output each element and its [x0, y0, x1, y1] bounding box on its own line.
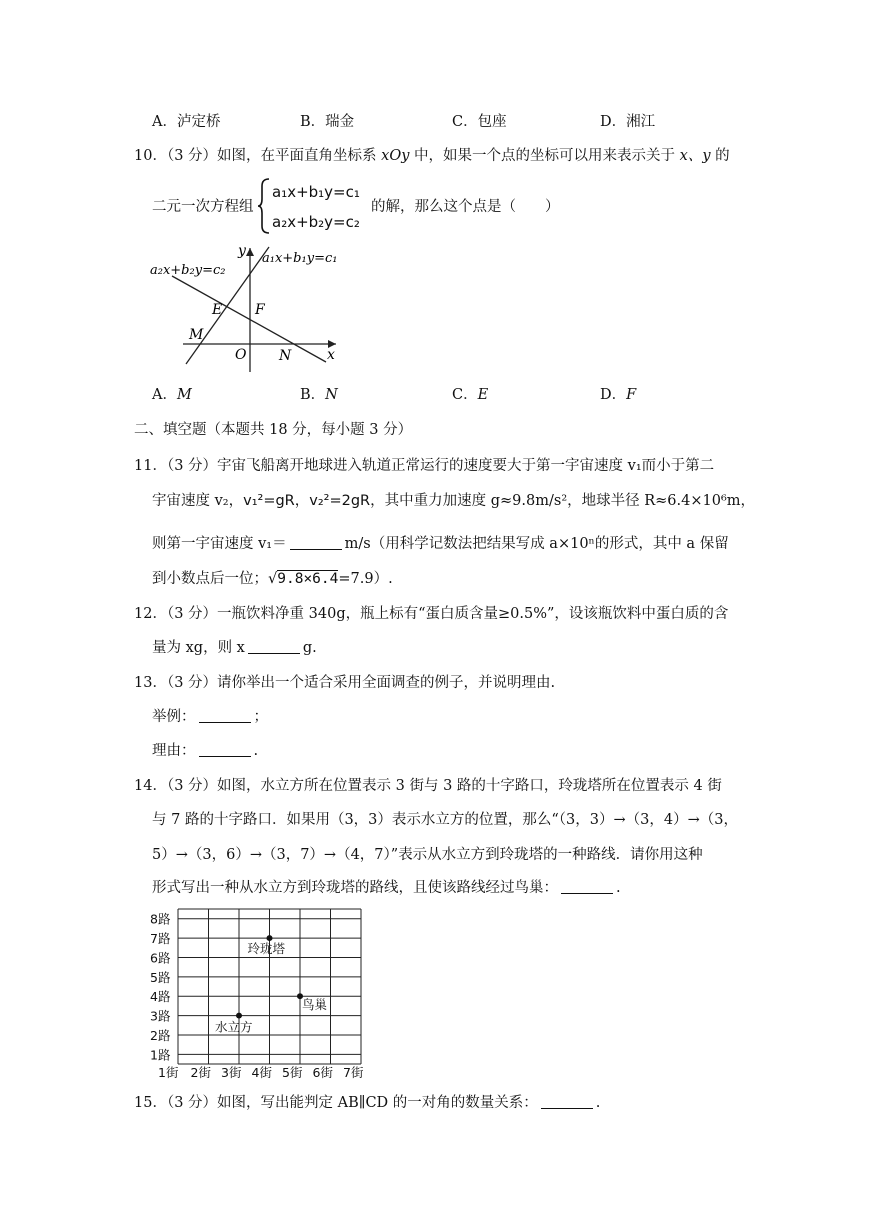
point-n-label: N: [279, 348, 292, 364]
q11-line2: [152, 491, 755, 511]
q11-line2-a: 宇宙速度 v₂，: [152, 493, 244, 509]
q12-line2: [152, 638, 317, 658]
equation-2: a₂x+b₂y=c₂: [272, 213, 360, 231]
example-end: ；: [253, 709, 268, 725]
q11-line4-b: =7.9）.: [338, 571, 393, 587]
reason-end: .: [253, 743, 259, 759]
q10-coord-name: xOy: [381, 148, 410, 164]
q11-line3-a: 则第一宇宙速度 v₁＝: [152, 536, 287, 552]
q15-line1-end: .: [595, 1095, 601, 1111]
street-label: 5街: [282, 1065, 303, 1080]
option-value: E: [477, 387, 489, 403]
q11-line1: 11．（3 分）宇宙飞船离开地球进入轨道正常运行的速度要大于第一宇宙速度 v₁而小于第二: [134, 458, 715, 474]
q11-line3: [152, 534, 729, 554]
q12-line2-a: 量为 xg，则 x: [152, 640, 245, 656]
q13-line1: 13．（3 分）请你举出一个适合采用全面调查的例子，并说明理由.: [134, 675, 556, 691]
section-heading: 二、填空题（本题共 18 分，每小题 3 分）: [134, 422, 413, 438]
q14-line3: 5）→（3，6）→（3，7）→（4，7）”表示从水立方到玲珑塔的一种路线．请你用这种: [152, 847, 703, 863]
street-road-grid-map: [148, 902, 380, 1082]
street-label: 4街: [251, 1065, 272, 1080]
q14-line4-text: 形式写出一种从水立方到玲珑塔的路线，且使该路线经过鸟巢：: [152, 880, 558, 896]
answer-blank[interactable]: [248, 639, 300, 654]
road-label: 3路: [150, 1008, 171, 1024]
y-axis-arrow: [246, 248, 254, 256]
q15-line1: [134, 1093, 600, 1113]
q11-line2-b: 其中重力加速度 g≈9.8m/s²，地球半径 R≈6.4×10⁶m，: [384, 493, 756, 509]
q10-coordinate-figure: [146, 238, 346, 376]
q11-line3-b: m/s（用科学记数法把结果写成 a×10ⁿ的形式，其中 a 保留: [344, 536, 729, 552]
q10-line2-post: 的解，那么这个点是（ ）: [371, 199, 560, 215]
origin-label: O: [235, 347, 247, 363]
answer-blank[interactable]: [561, 879, 613, 894]
street-label: 6街: [312, 1065, 333, 1080]
q10-option-b: [300, 385, 338, 405]
landmarks: [215, 935, 328, 1035]
q10-option-d: [600, 385, 636, 405]
point-e-label: E: [212, 302, 223, 318]
road-labels: [150, 912, 171, 1063]
q13-reason: [152, 741, 258, 761]
answer-blank[interactable]: [199, 742, 251, 757]
street-labels: [158, 1065, 364, 1080]
option-value: N: [325, 387, 338, 403]
option-letter: B．: [300, 387, 326, 403]
option-value: F: [626, 387, 637, 403]
road-label: 4路: [150, 989, 171, 1005]
equation-1: a₁x+b₁y=c₁: [272, 183, 360, 201]
q10-line2-pre: 二元一次方程组: [152, 199, 254, 215]
q15-line1-text: 15．（3 分）如图，写出能判定 AB∥CD 的一对角的数量关系：: [134, 1095, 538, 1111]
q11-line4-a: 到小数点后一位；: [152, 571, 268, 587]
option-value: M: [176, 387, 192, 403]
sqrt-radicand: 9.8×6.4: [277, 571, 339, 587]
road-label: 8路: [150, 911, 171, 927]
q10-option-c: [452, 385, 488, 405]
landmark-label: 鸟巢: [302, 997, 328, 1013]
q9-option-c: C．包座: [452, 114, 507, 130]
q13-example: [152, 707, 268, 727]
road-label: 2路: [150, 1027, 171, 1043]
street-label: 7街: [343, 1065, 364, 1080]
reason-label: 理由：: [152, 743, 196, 759]
point-m-label: M: [189, 327, 204, 343]
q10-line1-end: 的: [710, 148, 730, 164]
street-label: 1街: [158, 1065, 179, 1080]
street-label: 3街: [221, 1065, 242, 1080]
formula-v2: v₂²=2gR，: [309, 493, 385, 509]
road-label: 6路: [150, 950, 171, 966]
landmark-label: 水立方: [215, 1019, 253, 1035]
q14-line4-end: .: [616, 880, 621, 896]
answer-blank[interactable]: [290, 535, 342, 550]
q10-vars: x、y: [679, 148, 711, 164]
landmark-dot: [236, 1013, 242, 1019]
q9-option-d: D．湘江: [600, 114, 656, 130]
formula-v1: v₁²=gR，: [243, 493, 310, 509]
line-2-label: a₂x+b₂y=c₂: [150, 263, 226, 278]
sqrt-sign: √: [268, 571, 278, 587]
q10-line1-mid: 中，如果一个点的坐标可以用来表示关于: [409, 148, 680, 164]
x-label: x: [327, 347, 335, 363]
q14-line1: 14．（3 分）如图，水立方所在位置表示 3 街与 3 路的十字路口，玲珑塔所在位置表示 4 街: [134, 778, 722, 794]
answer-blank[interactable]: [199, 708, 251, 723]
road-label: 5路: [150, 969, 171, 985]
road-label: 7路: [150, 931, 171, 947]
example-label: 举例：: [152, 709, 196, 725]
q10-line1: [134, 146, 730, 166]
line-2: [172, 276, 326, 362]
q14-line4: [152, 878, 621, 898]
point-f-label: F: [255, 302, 265, 318]
q11-line4: [152, 569, 393, 589]
q14-line2: 与 7 路的十字路口．如果用（3，3）表示水立方的位置，那么“（3，3）→（3，4）→（3，: [152, 812, 738, 828]
grid-lines: [178, 909, 361, 1064]
q9-option-a: A．泸定桥: [152, 114, 221, 130]
option-letter: C．: [452, 387, 478, 403]
y-label: y: [238, 243, 246, 259]
answer-blank[interactable]: [541, 1094, 593, 1109]
landmark-label: 玲珑塔: [247, 941, 286, 957]
q9-option-b: B．瑞金: [300, 114, 355, 130]
q10-option-a: [152, 385, 192, 405]
road-label: 1路: [150, 1047, 171, 1063]
equation-brace: [257, 177, 271, 235]
option-letter: A．: [152, 387, 177, 403]
q10-line1-pre: 10．（3 分）如图，在平面直角坐标系: [134, 148, 382, 164]
line-1-label: a₁x+b₁y=c₁: [262, 251, 338, 266]
street-label: 2街: [190, 1065, 211, 1080]
option-letter: D．: [600, 387, 627, 403]
q12-line2-b: g.: [302, 640, 317, 656]
q12-line1: 12．（3 分）一瓶饮料净重 340g，瓶上标有“蛋白质含量≥0.5%”，设该瓶饮料中蛋白质的含: [134, 606, 729, 622]
